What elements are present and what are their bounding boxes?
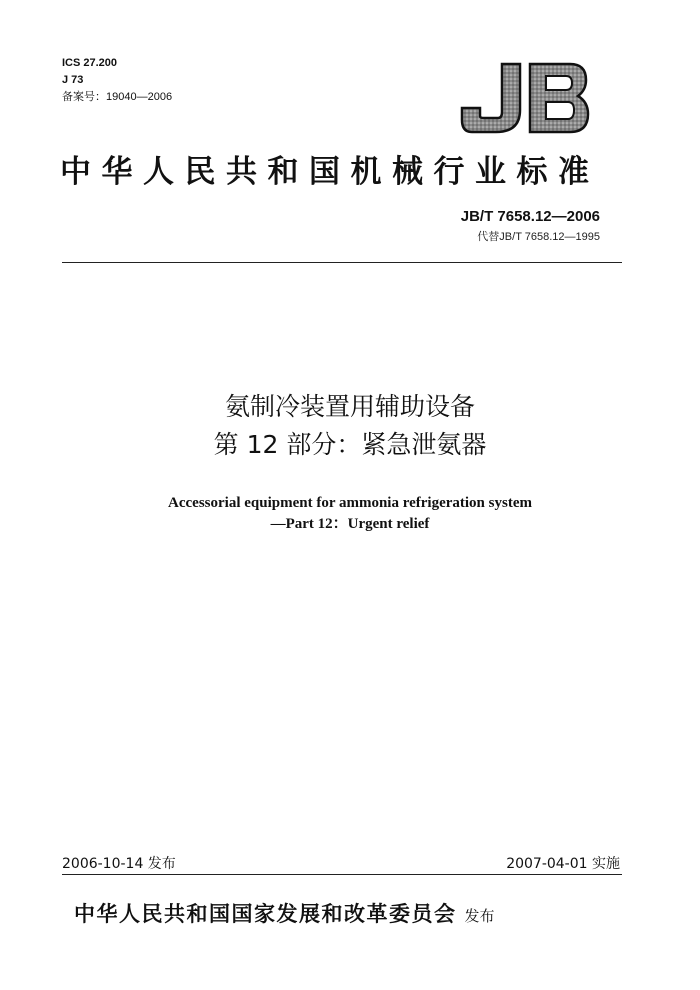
top-divider xyxy=(62,262,622,263)
jb-logo-letters xyxy=(462,64,588,132)
issuing-standard-category-title: 中华人民共和国机械行业标准 xyxy=(60,154,600,190)
issuer-line xyxy=(74,898,495,928)
english-title-line-1: Accessorial equipment for ammonia refrigeration system xyxy=(168,495,532,511)
chinese-title xyxy=(0,388,700,464)
standard-number-block xyxy=(461,208,600,244)
chinese-title-line-2: 第 12 部分：紧急泄氨器 xyxy=(213,430,487,459)
implementation-date: 2007-04-01 实施 xyxy=(506,856,620,872)
chinese-title-line-1: 氨制冷装置用辅助设备 xyxy=(224,392,475,421)
ics-code: ICS 27.200 xyxy=(62,57,118,69)
issue-action: 发布 xyxy=(464,907,495,925)
bottom-divider xyxy=(62,874,622,875)
record-number: 备案号：19040—2006 xyxy=(62,91,173,103)
classification-block xyxy=(62,55,172,106)
class-code: J 73 xyxy=(62,74,84,86)
jb-logo xyxy=(458,58,593,138)
issuer-organization: 中华人民共和国国家发展和改革委员会 xyxy=(74,902,457,926)
english-title-line-2: —Part 12：Urgent relief xyxy=(270,516,430,532)
replaced-standard: 代替JB/T 7658.12—1995 xyxy=(477,231,600,243)
publication-date: 2006-10-14 发布 xyxy=(62,856,176,872)
standard-number: JB/T 7658.12—2006 xyxy=(460,208,600,225)
english-title xyxy=(0,493,700,535)
